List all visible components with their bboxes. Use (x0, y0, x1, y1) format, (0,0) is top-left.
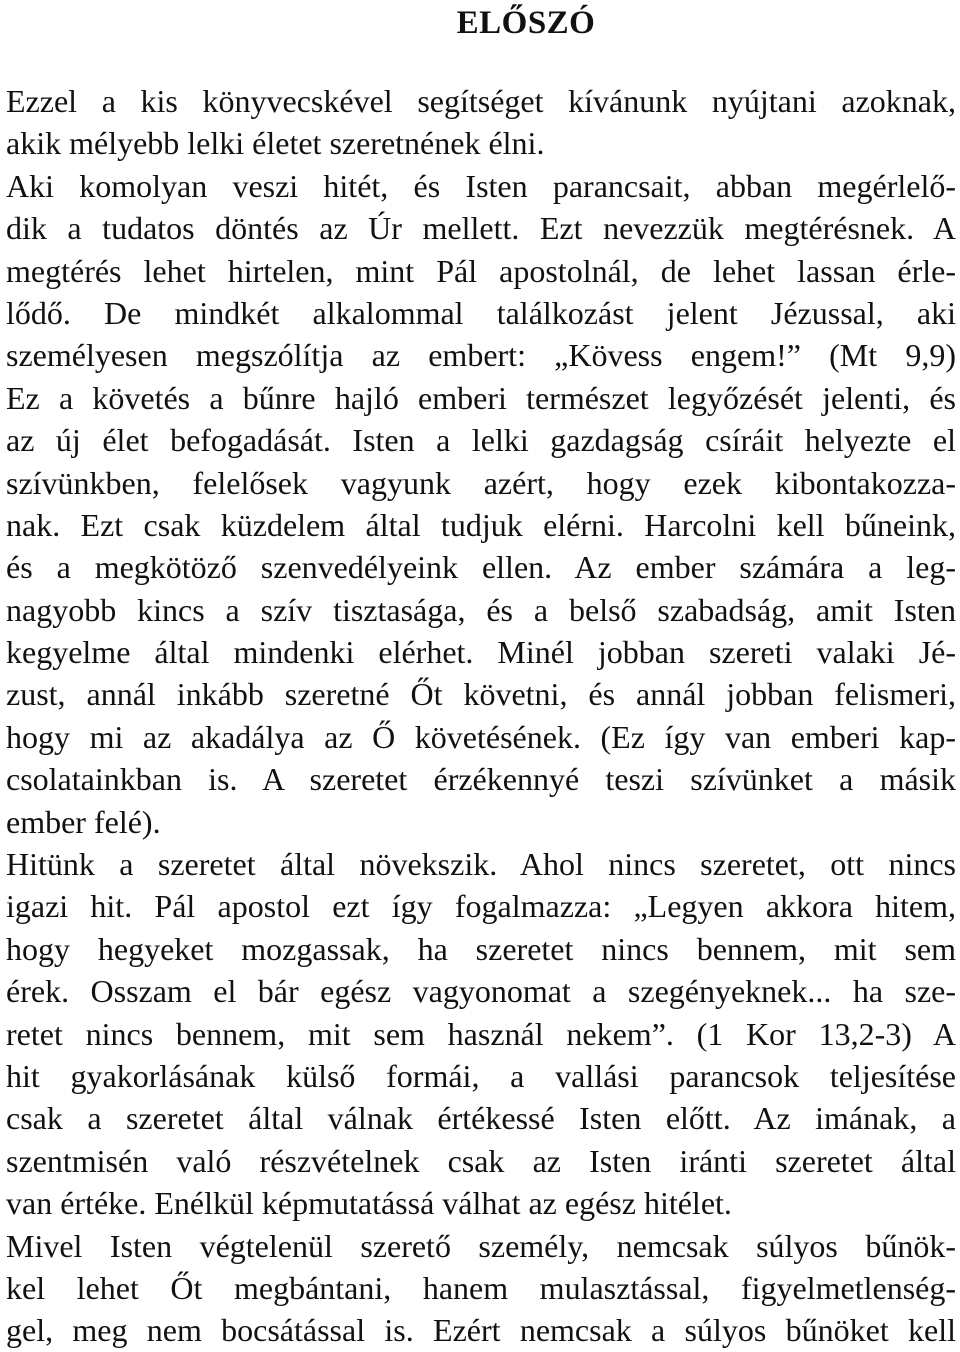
text-line: igazi hit. Pál apostol ezt így fogalmazza: „Legyen akkora hitem, (6, 888, 956, 925)
text-line: dik a tudatos döntés az Úr mellett. Ezt nevezzük megtérésnek. A (6, 210, 956, 247)
body-text (6, 80, 956, 1352)
document-page (6, 0, 956, 1349)
text-line: akik mélyebb lelki életet szeretnének élni. (6, 125, 545, 162)
text-line: zust, annál inkább szeretné Őt követni, és annál jobban felismeri, (6, 676, 956, 713)
text-line: retet nincs bennem, mit sem használ nekem”. (1 Kor 13,2-3) A (6, 1015, 956, 1052)
text-line: Mivel Isten végtelenül szerető személy, nemcsak súlyos bűnök- (6, 1227, 956, 1264)
text-line: és a megkötöző szenvedélyeink ellen. Az ember számára a leg- (6, 549, 956, 586)
text-line: gel, meg nem bocsátással is. Ezért nemcsak a súlyos bűnöket kell (6, 1312, 956, 1349)
text-line: ember felé). (6, 803, 161, 840)
text-line: Aki komolyan veszi hitét, és Isten parancsait, abban megérlelő- (6, 167, 956, 204)
text-line: csak a szeretet által válnak értékessé Isten előtt. Az imának, a (6, 1100, 956, 1137)
text-line: csolatainkban is. A szeretet érzékennyé teszi szívünket a másik (6, 761, 956, 798)
text-line: az új élet befogadását. Isten a lelki gazdagság csíráit helyezte el (6, 422, 956, 459)
page-title: ELŐSZÓ (456, 5, 596, 41)
text-line: Ez a követés a bűnre hajló emberi természet legyőzését jelenti, és (6, 379, 956, 416)
text-line: megtérés lehet hirtelen, mint Pál apostolnál, de lehet lassan érle- (6, 252, 956, 289)
text-line: szentmisén való részvételnek csak az Isten iránti szeretet által (6, 1142, 956, 1179)
text-line: Hitünk a szeretet által növekszik. Ahol nincs szeretet, ott nincs (6, 846, 956, 883)
text-line: hogy hegyeket mozgassak, ha szeretet nincs bennem, mit sem (6, 930, 956, 967)
text-line: személyesen megszólítja az embert: „Kövess engem!” (Mt 9,9) (6, 337, 956, 374)
text-line: lődő. De mindkét alkalommal találkozást jelent Jézussal, aki (6, 294, 956, 331)
text-line: nak. Ezt csak küzdelem által tudjuk elérni. Harcolni kell bűneink, (6, 506, 956, 543)
text-line: szívünkben, felelősek vagyunk azért, hogy ezek kibontakozza- (6, 464, 956, 501)
text-line: nagyobb kincs a szív tisztasága, és a belső szabadság, amit Isten (6, 591, 956, 628)
text-line: hogy mi az akadálya az Ő követésének. (Ez így van emberi kap- (6, 718, 956, 755)
text-line: van értéke. Enélkül képmutatássá válhat az egész hitélet. (6, 1185, 732, 1222)
text-line: érek. Osszam el bár egész vagyonomat a szegényeknek... ha sze- (6, 973, 956, 1010)
text-line: hit gyakorlásának külső formái, a vallási parancsok teljesítése (6, 1057, 956, 1094)
text-line: kegyelme által mindenki elérhet. Minél jobban szereti valaki Jé- (6, 634, 956, 671)
text-line: kel lehet Őt megbántani, hanem mulasztással, figyelmetlenség- (6, 1269, 956, 1306)
text-line: Ezzel a kis könyvecskével segítséget kívánunk nyújtani azoknak, (6, 83, 956, 119)
